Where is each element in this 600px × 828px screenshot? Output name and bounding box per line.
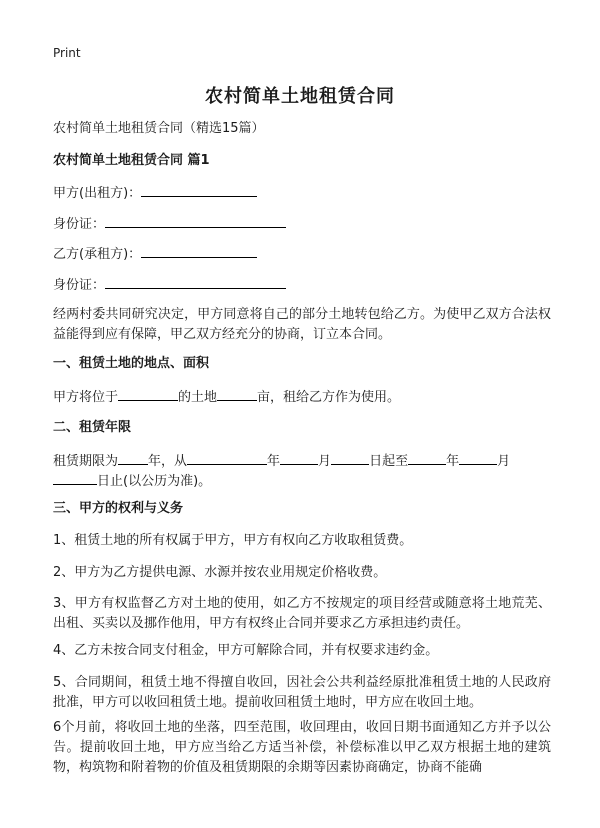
party-a-field [53,182,257,204]
clause-6: 6个月前，将收回土地的坐落，四至范围，收回理由，收回日期书面通知乙方并予以公告。提前收回土地，甲方应当给乙方适当补偿，补偿标准以甲乙双方根据土地的建筑物，构筑物和附着物的价值及租赁期限的余期等因素协商确定，协商不能确 [53,720,551,775]
start-month-blank [280,450,318,465]
section-3-heading: 三、甲方的权利与义务 [53,501,184,516]
page-title: 农村简单土地租赁合同 [205,86,395,107]
s2-text-d: 月 [318,454,332,469]
section-1-text [53,386,400,408]
start-day-blank [331,450,369,465]
s1-text-3: 亩，租给乙方作为使用。 [257,390,401,405]
id-b-label: 身份证： [53,278,106,293]
location-blank [118,386,178,401]
s2-text-f: 年 [446,454,460,469]
clause-3: 3、甲方有权监督乙方对土地的使用，如乙方不按规定的项目经营或随意将土地荒芜、出租、买卖以及挪作他用，甲方有权终止合同并要求乙方承担违约责任。 [53,596,551,631]
clause-1: 1、租赁土地的所有权属于甲方，甲方有权向乙方收取租赁费。 [53,533,413,548]
clause-5: 5、合同期间，租赁土地不得擅自收回，因社会公共利益经原批准租赁土地的人民政府批准，甲方可以收回租赁土地。提前收回租赁土地时，甲方应在收回土地。 [53,675,551,710]
section-2-line-2 [53,470,211,492]
clause-2: 2、甲方为乙方提供电源、水源并按农业用规定价格收费。 [53,565,387,580]
section-2-line-1 [53,450,510,472]
s2-text-c: 年 [267,454,281,469]
id-a-blank [105,213,286,228]
intro-paragraph: 经两村委共同研究决定，甲方同意将自己的部分土地转包给乙方。为使甲乙双方合法权益能得到应有保障，甲乙双方经充分的协商，订立本合同。 [53,307,551,342]
s2-text-a: 租赁期限为 [53,454,119,469]
section-2-heading: 二、租赁年限 [53,420,132,435]
print-link[interactable]: Print [53,46,81,60]
s2-text-b: 年，从 [148,454,188,469]
id-a-label: 身份证： [53,217,106,232]
party-b-field [53,243,257,265]
section-1-heading: 一、租赁土地的地点、面积 [53,356,210,371]
s2-text-e: 日起至 [369,454,409,469]
start-year-blank [187,450,267,465]
years-blank [118,450,148,465]
id-b-blank [105,274,286,289]
end-year-blank [408,450,446,465]
party-a-blank [141,182,257,197]
s1-text-2: 的土地 [178,390,218,405]
end-day-blank [53,470,97,485]
id-b-field [53,274,286,296]
party-a-label: 甲方(出租方)： [53,186,142,201]
section-title: 农村简单土地租赁合同 篇1 [53,153,210,168]
document-subtitle: 农村简单土地租赁合同（精选15篇） [53,121,265,136]
party-b-label: 乙方(承租方)： [53,247,142,262]
clause-4: 4、乙方未按合同支付租金，甲方可解除合同，并有权要求违约金。 [53,643,439,658]
party-b-blank [141,243,257,258]
id-a-field [53,213,286,235]
s2-text-h: 日止(以公历为准)。 [97,474,212,489]
area-blank [217,386,257,401]
end-month-blank [459,450,497,465]
s1-text-1: 甲方将位于 [53,390,119,405]
s2-text-g: 月 [497,454,511,469]
